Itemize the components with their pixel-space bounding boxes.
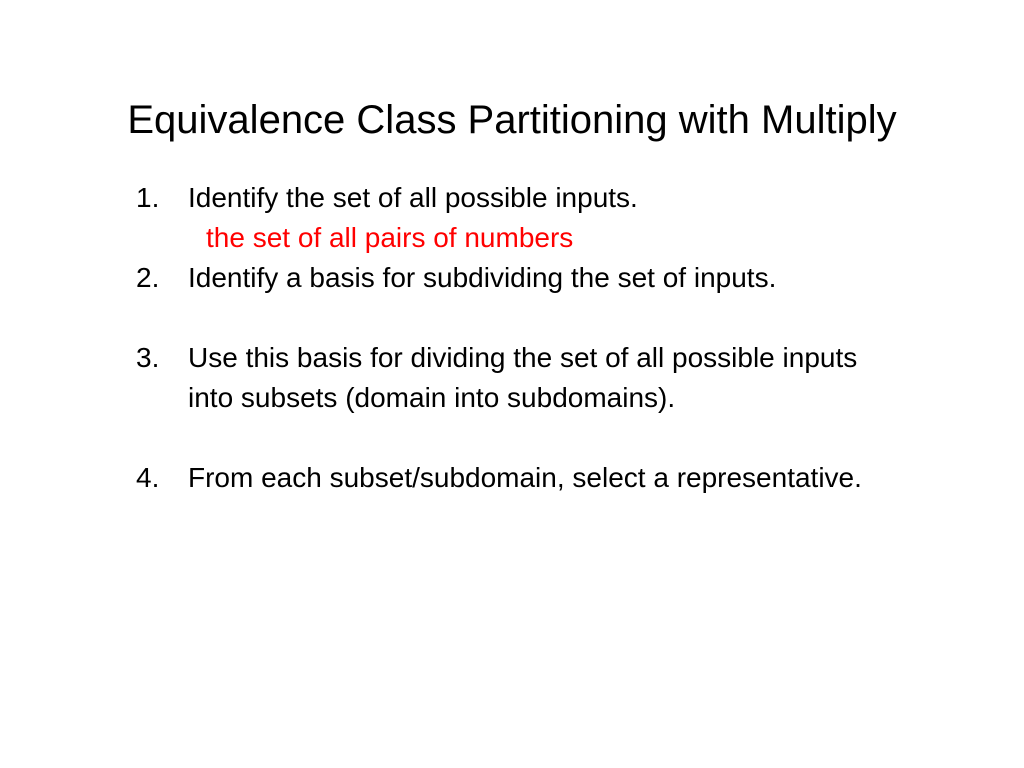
step-text-line-1: Use this basis for dividing the set of all possible inputs [188, 342, 858, 373]
step-text-line-2: into subsets (domain into subdomains). [188, 382, 676, 413]
step-3 [136, 338, 986, 418]
step-number: 1. [136, 182, 160, 213]
spacer [136, 298, 986, 338]
step-4 [136, 458, 986, 498]
slide-title: Equivalence Class Partitioning with Multiply [127, 98, 897, 142]
step-text: Identify a basis for subdividing the set of inputs. [188, 262, 777, 293]
steps-list [136, 178, 986, 498]
step-number: 2. [136, 262, 160, 293]
step-text: Identify the set of all possible inputs. [188, 182, 638, 213]
step-1 [136, 178, 986, 218]
step-text: From each subset/subdomain, select a representative. [188, 462, 862, 493]
spacer [136, 418, 986, 458]
step-number: 4. [136, 462, 160, 493]
step-2 [136, 258, 986, 298]
step-number: 3. [136, 342, 160, 373]
step-1-note: the set of all pairs of numbers [206, 222, 574, 253]
